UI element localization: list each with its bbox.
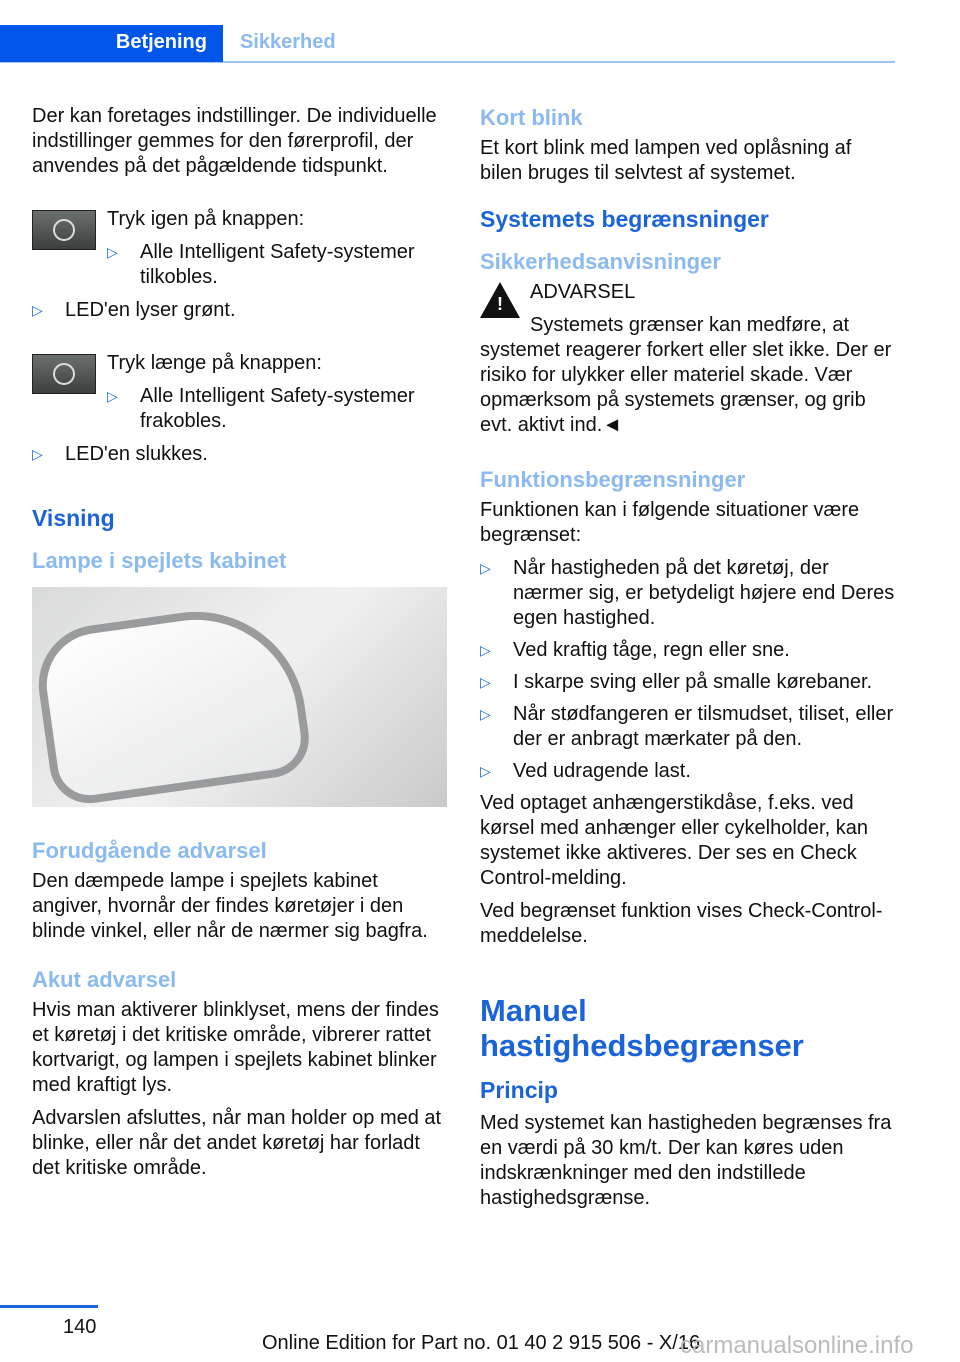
heading-sikkerhed: Sikkerhedsanvisninger	[480, 249, 721, 274]
step-press-long	[32, 351, 448, 434]
bullet-triangle-icon: ▷	[480, 763, 491, 779]
heading-funktion: Funktionsbegrænsninger	[480, 467, 746, 492]
bullet-triangle-icon: ▷	[480, 674, 491, 690]
akut-text-1: Hvis man aktiverer blinklyset, mens der findes et køretøj i det kritiske område, vibrerer rattet kortvarigt, og lampen i spejlets kabinet blinker med kraftigt lys.	[32, 999, 439, 1096]
step-text: Tryk længe på knappen:	[107, 352, 322, 374]
bullet-triangle-icon: ▷	[32, 446, 43, 462]
heading-manuel: Manuel hastighedsbegrænser	[480, 993, 804, 1063]
warning-title: ADVARSEL	[530, 281, 636, 303]
bullet-triangle-icon: ▷	[32, 302, 43, 318]
mirror-photo	[32, 587, 447, 807]
bullet-text: Alle Intelligent Safety-systemer frakobles.	[140, 385, 415, 432]
heading-visning: Visning	[32, 505, 115, 531]
check-control-text: Ved begrænset funktion vises Check-Control-meddelelse.	[480, 900, 883, 947]
list-item	[480, 759, 896, 784]
right-column	[480, 104, 896, 1219]
bullet-text: Ved kraftig tåge, regn eller sne.	[513, 639, 790, 661]
tab-sikkerhed[interactable]: Sikkerhed	[240, 31, 336, 53]
watermark: carmanualsonline.info	[680, 1332, 914, 1359]
forud-text: Den dæmpede lampe i spejlets kabinet angiver, hvornår der findes køretøjer i den blinde vinkel, eller når de nærmer sig bagfra.	[32, 870, 428, 942]
warning-icon: !	[480, 282, 520, 318]
list-item	[480, 702, 896, 752]
edition-text: Online Edition for Part no. 01 40 2 915 506 - X/16	[262, 1332, 701, 1354]
footer-rule	[0, 1305, 98, 1308]
bullet-text: LED'en slukkes.	[65, 443, 208, 465]
warning-box	[480, 280, 896, 314]
bullet-triangle-icon: ▷	[480, 560, 491, 576]
left-column	[32, 104, 448, 1189]
intro-text: Der kan foretages indstillinger. De individuelle indstillinger gemmes for den førerprofil, der anvendes på det pågældende tidspunkt.	[32, 105, 437, 177]
list-item	[32, 442, 448, 467]
heading-kort-blink: Kort blink	[480, 105, 583, 130]
tab-betjening[interactable]: Betjening	[0, 25, 223, 62]
heading-lampe: Lampe i spejlets kabinet	[32, 548, 287, 573]
bullet-text: Når hastigheden på det køretøj, der nærmer sig, er betydeligt højere end Deres egen hastighed.	[513, 557, 895, 629]
warning-text: Systemets grænser kan medføre, at systemet reagerer forkert eller slet ikke. Der er risiko for ulykker eller materiel skade. Vær opmærksom på systemets grænser, og grib evt. aktivt ind.◄	[480, 314, 892, 436]
bullet-text: Når stødfangeren er tilsmudset, tiliset, eller der er anbragt mærkater på den.	[513, 703, 894, 750]
heading-princip: Princip	[480, 1077, 558, 1103]
anhaenger-text: Ved optaget anhængerstikdåse, f.eks. ved kørsel med anhænger eller cykelholder, kan systemet ikke aktiveres. Der ses en Check Control-melding.	[480, 792, 868, 889]
bullet-triangle-icon: ▷	[480, 642, 491, 658]
safety-button-icon	[32, 354, 96, 394]
safety-button-icon	[32, 210, 96, 250]
step-text: Tryk igen på knappen:	[107, 208, 305, 230]
heading-forudgaaende: Forudgående advarsel	[32, 838, 267, 863]
funk-text: Funktionen kan i følgende situationer være begrænset:	[480, 499, 860, 546]
page-number: 140	[63, 1316, 97, 1338]
bullet-triangle-icon: ▷	[107, 388, 118, 404]
list-item	[107, 240, 448, 290]
akut-text-2: Advarslen afsluttes, når man holder op med at blinke, eller når det andet køretøj har forladt det kritiske område.	[32, 1107, 442, 1179]
step-press-again	[32, 207, 448, 290]
bullet-text: Ved udragende last.	[513, 760, 691, 782]
heading-begraensninger: Systemets begrænsninger	[480, 206, 769, 232]
kort-text: Et kort blink med lampen ved oplåsning af bilen bruges til selvtest af systemet.	[480, 137, 852, 184]
list-item	[480, 638, 896, 663]
list-item	[480, 670, 896, 695]
tab-bar	[0, 25, 895, 63]
bullet-triangle-icon: ▷	[107, 244, 118, 260]
list-item	[107, 384, 448, 434]
bullet-text: LED'en lyser grønt.	[65, 299, 236, 321]
princip-text: Med systemet kan hastigheden begrænses fra en værdi på 30 km/t. Der kan køres uden indskrænkninger med den indstillede hastighedsgrænse.	[480, 1112, 892, 1209]
bullet-triangle-icon: ▷	[480, 706, 491, 722]
heading-akut: Akut advarsel	[32, 967, 177, 992]
list-item	[32, 298, 448, 323]
list-item	[480, 556, 896, 631]
bullet-text: I skarpe sving eller på smalle kørebaner.	[513, 671, 873, 693]
bullet-text: Alle Intelligent Safety-systemer tilkobles.	[140, 241, 415, 288]
